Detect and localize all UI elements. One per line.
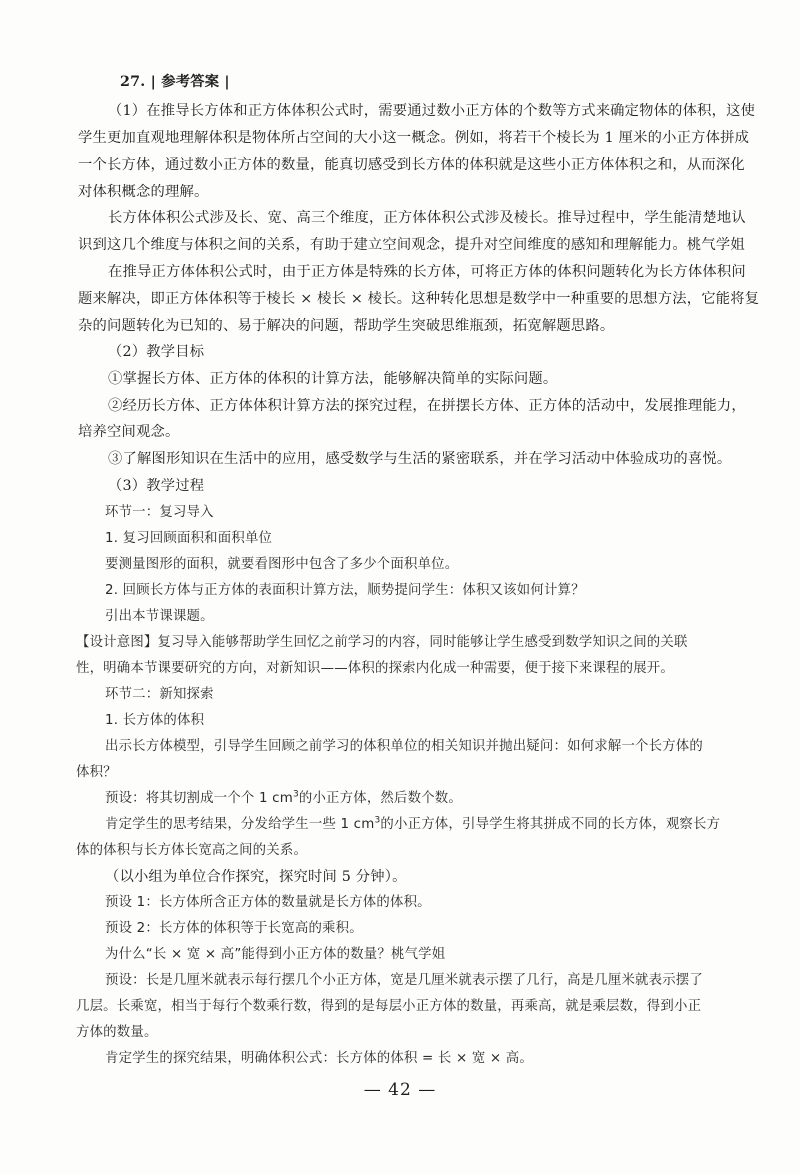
text-line: 杂的问题转化为已知的、易于解决的问题，帮助学生突破思维瓶颈，拓宽解题思路。	[78, 318, 615, 334]
text-line: 几层。长乘宽，相当于每行个数乘行数，得到的是每层小正方体的数量，再乘高，就是乘层数，得到小正	[76, 999, 702, 1014]
text-line: 学生更加直观地理解体积是物体所占空间的大小这一概念。例如，将若干个棱长为 1 厘米的小正方体拼成	[78, 130, 750, 146]
text-line: 一个长方体，通过数小正方体的数量，能真切感受到长方体的体积就是这些小正方体体积之和，从而深化	[78, 157, 745, 173]
text-line	[105, 815, 720, 835]
text-line: 环节二：新知探索	[105, 687, 214, 702]
text-line: 性，明确本节课要研究的方向，对新知识——体积的探索内化成一种需要，便于接下来课程的展开。	[76, 661, 674, 676]
superscript: 3	[292, 789, 299, 800]
text-line: 预设 1：长方体所含正方体的数量就是长方体的体积。	[105, 895, 431, 910]
text-line: 题来解决，即正方体体积等于棱长 × 棱长 × 棱长。这种转化思想是数学中一种重要的思想方法，它能将复	[78, 291, 760, 307]
text-line: 1. 长方体的体积	[105, 713, 205, 728]
text-line: 对体积概念的理解。	[78, 184, 209, 200]
text-line: （以小组为单位合作探究，探究时间 5 分钟）。	[105, 869, 407, 885]
text-line: 体积？	[76, 765, 117, 780]
page-number: — 42 —	[363, 1080, 437, 1100]
text-line: 要测量图形的面积，就要看图形中包含了多少个面积单位。	[105, 557, 459, 572]
text-line: 识到这几个维度与体积之间的关系，有助于建立空间观念，提升对空间维度的感知和理解能力。桃气学姐	[78, 237, 745, 253]
section-heading: （3）教学过程	[108, 478, 205, 494]
text-line: 肯定学生的探究结果，明确体积公式：长方体的体积 = 长 × 宽 × 高。	[105, 1051, 533, 1066]
text-line: 预设 2：长方体的体积等于长宽高的乘积。	[105, 921, 363, 936]
text-fragment: 的小正方体，然后数个数。	[298, 791, 462, 806]
text-fragment: 预设：将其切割成一个个 1 cm	[105, 791, 293, 806]
text-line: 环节一：复习导入	[105, 505, 214, 520]
text-line: 在推导正方体体积公式时，由于正方体是特殊的长方体，可将正方体的体积问题转化为长方体体积问	[108, 264, 746, 280]
answer-heading: 27. | 参考答案 |	[120, 74, 230, 90]
text-line: 出示长方体模型，引导学生回顾之前学习的体积单位的相关知识并抛出疑问：如何求解一个长方体的	[105, 739, 703, 754]
text-line: ③了解图形知识在生活中的应用，感受数学与生活的紧密联系，并在学习活动中体验成功的喜悦。	[108, 451, 732, 467]
text-line: 2. 回顾长方体与正方体的表面积计算方法，顺势提问学生：体积又该如何计算？	[105, 583, 585, 598]
text-line	[105, 789, 462, 809]
section-heading: （2）教学目标	[108, 344, 205, 360]
text-line: （1）在推导长方体和正方体体积公式时，需要通过数小正方体的个数等方式来确定物体的体积，这使	[108, 103, 756, 119]
text-line: 【设计意图】复习导入能够帮助学生回忆之前学习的内容，同时能够让学生感受到数学知识之间的关联	[76, 635, 688, 650]
text-line: ②经历长方体、正方体体积计算方法的探究过程，在拼摆长方体、正方体的活动中，发展推理能力，	[108, 398, 746, 414]
text-line: 引出本节课课题。	[105, 609, 214, 624]
text-fragment: 的小正方体，引导学生将其拼成不同的长方体，观察长方	[380, 817, 721, 832]
text-line: 为什么“长 × 宽 × 高”能得到小正方体的数量？桃气学姐	[105, 947, 446, 962]
text-line: 培养空间观念。	[78, 424, 180, 440]
text-line: 长方体体积公式涉及长、宽、高三个维度，正方体体积公式涉及棱长。推导过程中，学生能清楚地认	[108, 210, 746, 226]
text-line: 预设：长是几厘米就表示每行摆几个小正方体，宽是几厘米就表示摆了几行，高是几厘米就表示摆了	[105, 973, 703, 988]
text-line: 体的体积与长方体长宽高之间的关系。	[76, 843, 308, 858]
text-line: ①掌握长方体、正方体的体积的计算方法，能够解决简单的实际问题。	[108, 371, 558, 387]
superscript: 3	[374, 815, 381, 826]
text-line: 1. 复习回顾面积和面积单位	[105, 531, 273, 546]
text-line: 方体的数量。	[76, 1025, 158, 1040]
text-fragment: 肯定学生的思考结果，分发给学生一些 1 cm	[105, 817, 375, 832]
